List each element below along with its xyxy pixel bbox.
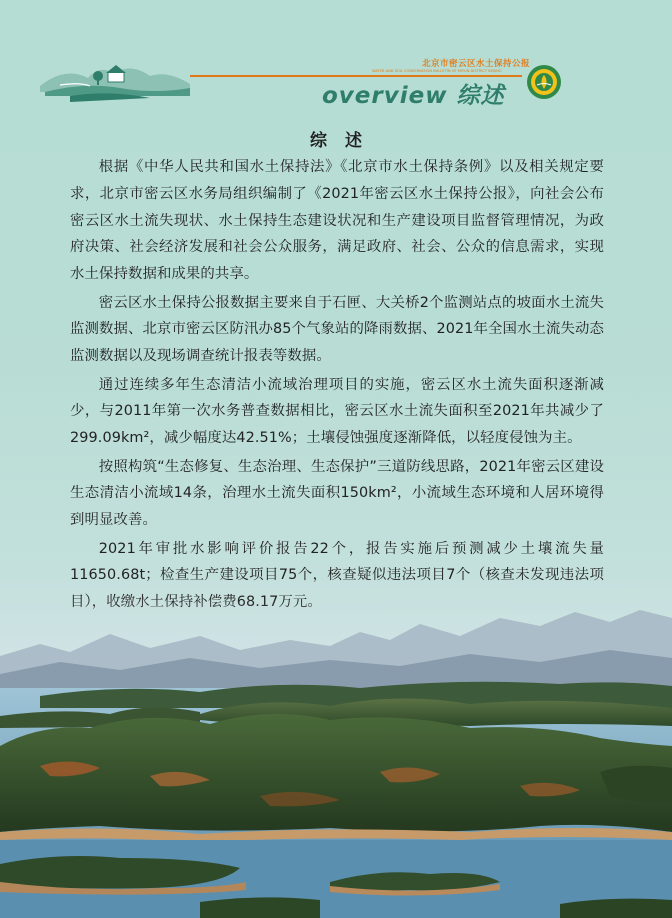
paragraph-1: 根据《中华人民共和国水土保持法》《北京市水土保持条例》以及相关规定要求，北京市密云区水务局组织编制了《2021年密云区水土保持公报》，向社会公布密云区水土流失现状、水土保持生态建设状况和生产建设项目监督管理情况，为政府决策、社会经济发展和社会公众服务，满足政府、社会、公众的信息需求，实现水土保持数据和成果的共享。 xyxy=(70,159,604,283)
document-body xyxy=(70,154,604,618)
paragraph-3: 通过连续多年生态清洁小流域治理项目的实施，密云区水土流失面积逐渐减少，与2011年第一次水务普查数据相比，密云区水土流失面积至2021年共减少了299.09km²，减少幅度达42.51%；土壤侵蚀强度逐渐降低，以轻度侵蚀为主。 xyxy=(70,376,604,447)
org-name: 北京市密云区水土保持公报 xyxy=(422,59,531,69)
water-conservation-emblem-icon xyxy=(526,64,562,100)
section-title: overview 综述 xyxy=(322,83,505,109)
page-header xyxy=(0,0,672,120)
reservoir-landscape-image xyxy=(0,596,672,918)
landscape-logo-icon xyxy=(40,52,190,107)
paragraph-2: 密云区水土保持公报数据主要来自于石匣、大关桥2个监测站点的坡面水土流失监测数据、北京市密云区防汛办85个气象站的降雨数据、2021年全国水土流失动态监测数据以及现场调查统计报表等数据。 xyxy=(70,294,604,365)
paragraph-4: 按照构筑“生态修复、生态治理、生态保护”三道防线思路，2021年密云区建设生态清洁小流域14条，治理水土流失面积150km²，小流域生态环境和人居环境得到明显改善。 xyxy=(70,458,604,529)
paragraph-5: 2021年审批水影响评价报告22个，报告实施后预测减少土壤流失量11650.68t；检查生产建设项目75个，核查疑似违法项目7个（核查未发现违法项 xyxy=(70,540,604,584)
org-name-english: WATER AND SOIL CONSERVATION BULLETIN OF MIYUN DISTRICT BEIJING xyxy=(372,69,502,73)
document-title: 综述 xyxy=(310,131,380,151)
